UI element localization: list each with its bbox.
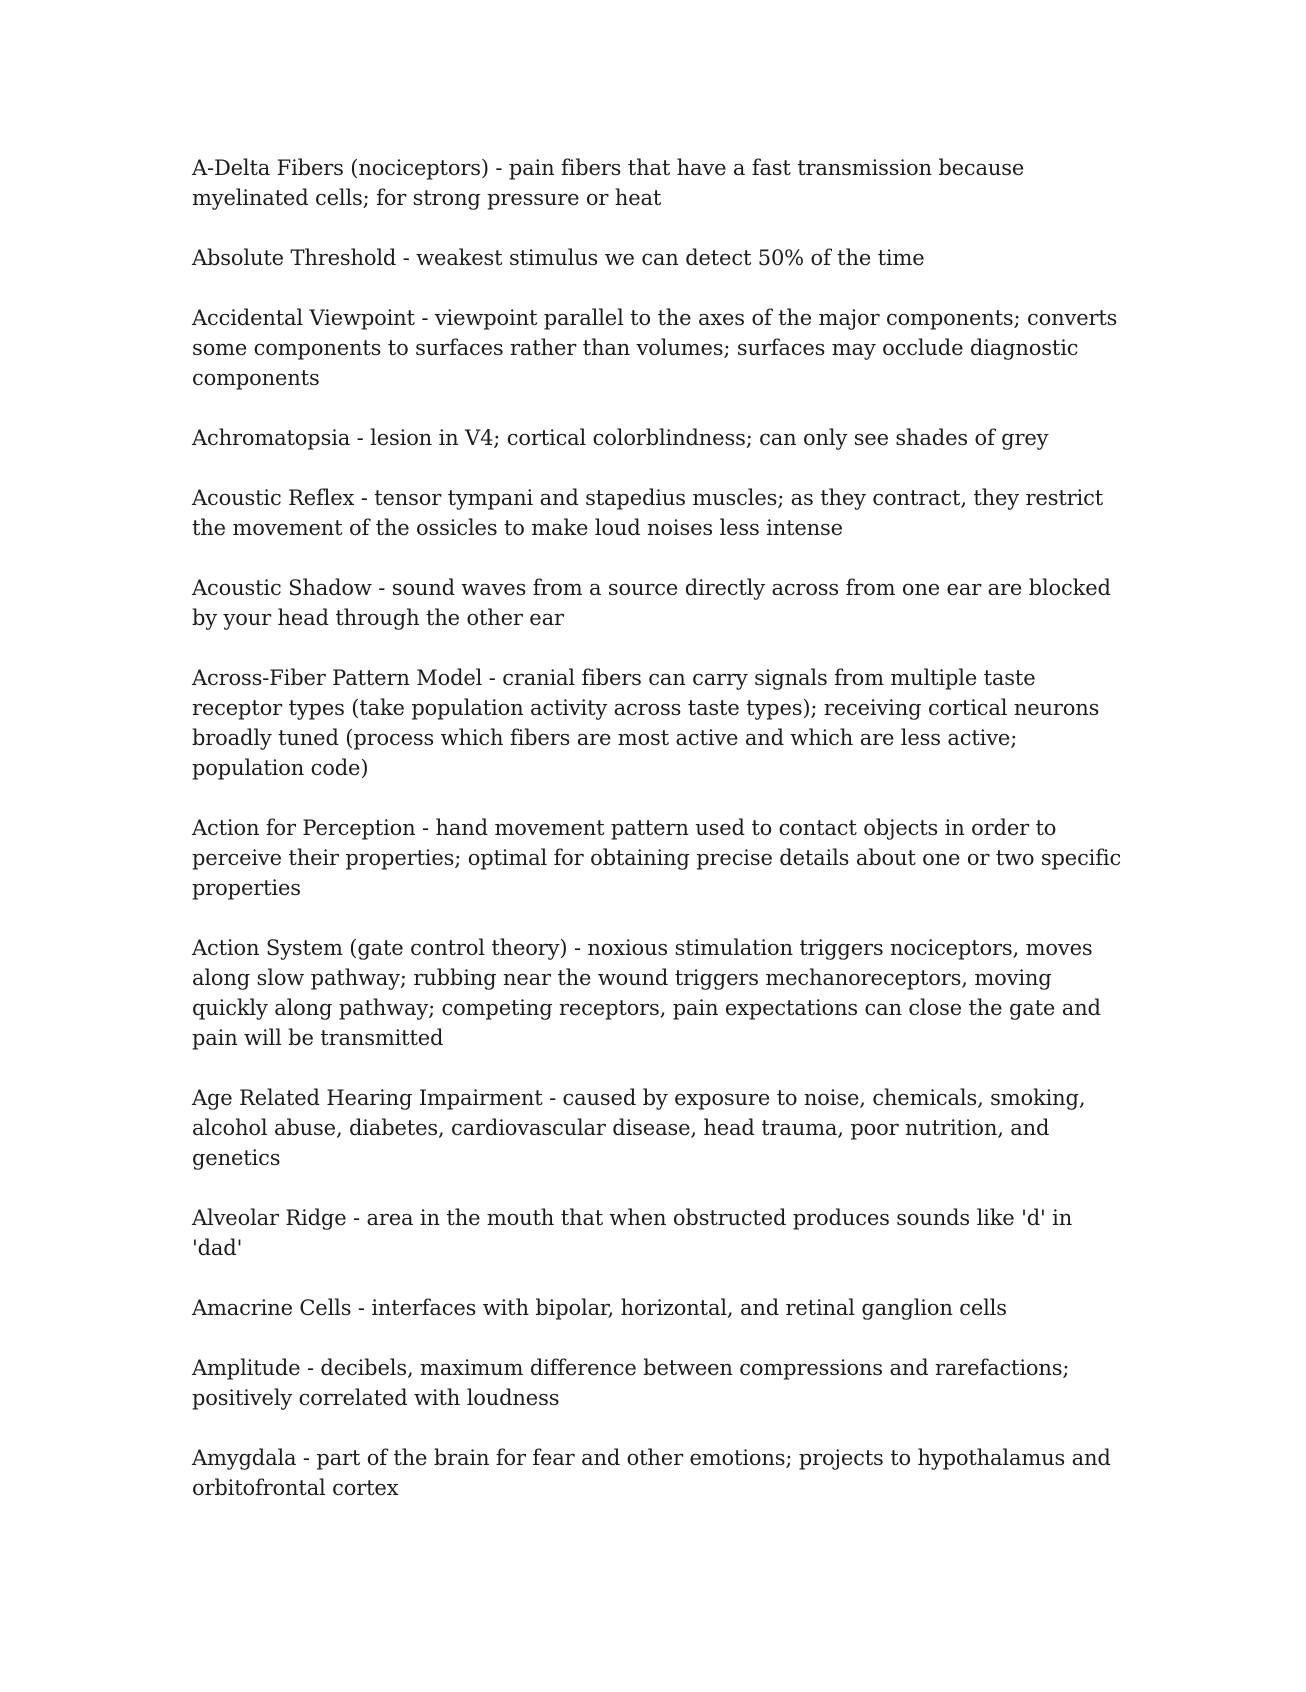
glossary-entry: Action for Perception - hand movement pattern used to contact objects in order to perceive their properties; optimal for obtaining precise details about one or two specific properties <box>192 816 1122 900</box>
glossary-entry: Acoustic Reflex - tensor tympani and stapedius muscles; as they contract, they restrict the movement of the ossicles to make loud noises less intense <box>192 486 1103 540</box>
glossary-entry: Amygdala - part of the brain for fear and other emotions; projects to hypothalamus and orbitofrontal cortex <box>192 1446 1111 1500</box>
glossary-entry: Alveolar Ridge - area in the mouth that when obstructed produces sounds like 'd' in 'dad' <box>192 1206 1073 1260</box>
glossary-list <box>192 153 1122 1533</box>
glossary-entry: Amplitude - decibels, maximum difference between compressions and rarefactions; positively correlated with loudness <box>192 1356 1070 1410</box>
glossary-entry: Across-Fiber Pattern Model - cranial fibers can carry signals from multiple taste receptor types (take population activity across taste types); receiving cortical neurons broadly tuned (process which fibers are most active and which are less active; population code) <box>192 666 1100 780</box>
glossary-entry: A-Delta Fibers (nociceptors) - pain fibers that have a fast transmission because myelinated cells; for strong pressure or heat <box>192 156 1025 210</box>
glossary-entry: Achromatopsia - lesion in V4; cortical colorblindness; can only see shades of grey <box>192 426 1049 450</box>
glossary-entry: Absolute Threshold - weakest stimulus we can detect 50% of the time <box>192 246 925 270</box>
glossary-entry: Action System (gate control theory) - noxious stimulation triggers nociceptors, moves along slow pathway; rubbing near the wound triggers mechanoreceptors, moving quickly along pathway; competing receptors, pain expectations can close the gate and pain will be transmitted <box>192 936 1101 1050</box>
glossary-entry: Acoustic Shadow - sound waves from a source directly across from one ear are blocked by your head through the other ear <box>192 576 1111 630</box>
glossary-entry: Amacrine Cells - interfaces with bipolar, horizontal, and retinal ganglion cells <box>192 1296 1007 1320</box>
glossary-entry: Age Related Hearing Impairment - caused by exposure to noise, chemicals, smoking, alcohol abuse, diabetes, cardiovascular disease, head trauma, poor nutrition, and genetics <box>192 1086 1086 1170</box>
glossary-entry: Accidental Viewpoint - viewpoint parallel to the axes of the major components; converts some components to surfaces rather than volumes; surfaces may occlude diagnostic components <box>192 306 1118 390</box>
